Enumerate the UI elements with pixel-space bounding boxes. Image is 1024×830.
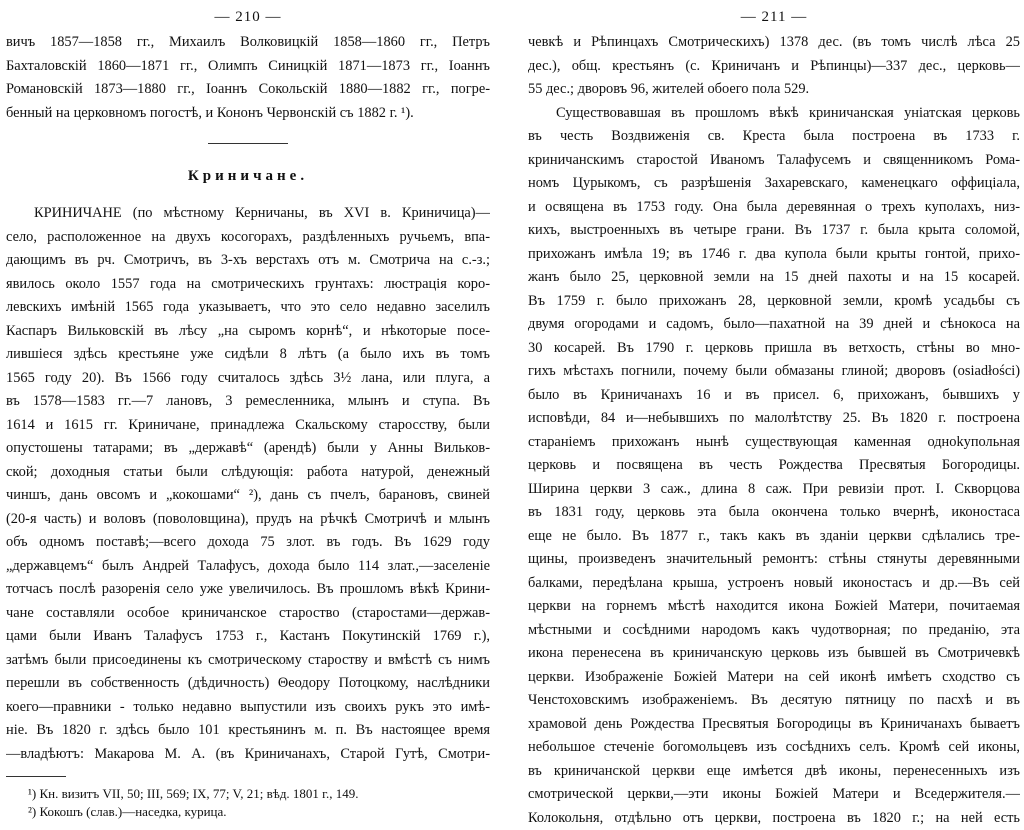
text-line: левскихъ имѣній 1565 года указываетъ, что это село недавно заселилъ [6,296,490,320]
text-line: мѣстными и сосѣдними народомъ какъ чудотворная; по преданію, эта [528,619,1020,643]
text-line: Колокольня, отдѣльно отъ церкви, построена въ 1820 г.; на ней есть [528,807,1020,830]
footnote: ¹) Кн. визитъ VII, 50; III, 569; IX, 77; V, 21; вѣд. 1801 г., 149. [6,785,490,803]
intro-paragraph [6,31,490,125]
footnotes [6,785,490,821]
text-line: Въ 1759 г. было прихожанъ 28, церковной земли, кромѣ усадьбы съ [528,290,1020,314]
text-line: двумя огородами и садомъ, было—пахатной на 39 дней и сѣнокоса на [528,313,1020,337]
text-line: опустошены татарами; въ „державѣ“ (арендѣ) были у Анны Вильков- [6,437,490,461]
footnote: ²) Кокошъ (слав.)—наседка, курица. [6,803,490,821]
text-line: вичъ 1857—1858 гг., Михаилъ Волковицкій 1858—1860 гг., Петръ [6,31,490,55]
text-line: объ одномъ поставѣ;—всего дохода 75 злот. въ годъ. Въ 1629 году [6,531,490,555]
text-line: еще не было. Въ 1877 г., такъ какъ въ зданіи церкви сдѣлались тре- [528,525,1020,549]
text-line: въ криничанской церкви еще имѣется двѣ иконы, перенесенныхъ изъ [528,760,1020,784]
text-line: 30 косарей. Въ 1790 г. церковь пришла въ ветхость, стѣны во мно- [528,337,1020,361]
text-line: 1614 и 1615 гг. Криничане, принадлежа Скальскому старосству, были [6,414,490,438]
text-line: прихожанъ имѣла 19; въ 1746 г. два купола были крыты гонтой, прихо- [528,243,1020,267]
book-gutter [508,0,520,741]
text-line: перешли въ собственность (дѣдичность) Θеодору Потоцкому, наслѣдники [6,672,490,696]
text-line: балками, передѣлана крыша, устроенъ новый иконостасъ и др.—Въ сей [528,572,1020,596]
text-line: —владѣютъ: Макарова М. А. (въ Криничанахъ, Старой Гутѣ, Смотри- [6,743,490,767]
text-line: Романовскій 1873—1880 гг., Іоаннъ Сокольскій 1880—1882 гг., погре- [6,78,490,102]
text-line: чане составляли особое криничанское староство (старостами—держав- [6,602,490,626]
text-line: Каспаръ Вильковскій въ лѣсу „на сыромъ корнѣ“, и нѣкоторые посе- [6,320,490,344]
section-divider [208,143,288,144]
text-line: было въ Криничанахъ 16 и въ присел. 6, прихожанъ, бывшихъ у [528,384,1020,408]
text-line: 1565 году 20). Въ 1566 году считалось здѣсь 3½ лана, или плуга, а [6,367,490,391]
text-line: чевкѣ и Рѣпинцахъ Смотрическихъ) 1378 дес. (въ томъ числѣ лѣса 25 [528,31,1020,55]
text-line: въ 1578—1583 гг.—7 лановъ, 3 ремесленника, млынъ и ступа. Въ [6,390,490,414]
text-line: Ченстоховскимъ изображеніемъ. Въ десятую пятницу по пасхѣ и въ [528,689,1020,713]
text-line: икона перенесена въ криничанскую церковь изъ бывшей въ Смотричевкѣ [528,642,1020,666]
text-line: жанъ было 25, церковной земли на 15 дней пахоты и на 15 косарей. [528,266,1020,290]
text-line: тотчасъ послѣ разоренія село уже увеличилось. Въ прошломъ вѣкѣ Крини- [6,578,490,602]
text-line: кихъ, выстроенныхъ въ четыре грани. Въ 1737 г. была крыта соломой, [528,219,1020,243]
text-line: церкви. Изображеніе Божіей Матери на сей иконѣ имѣетъ сходство съ [528,666,1020,690]
text-line: (20-я часть) и воловъ (поволовщина), прудъ на рѣчкѣ Смотричѣ и млынъ [6,508,490,532]
text-line: КРИНИЧАНЕ (по мѣстному Керничаны, въ XVI в. Криничица)— [6,202,490,226]
text-line: въ честь Воздвиженія св. Креста была построена въ 1733 г. [528,125,1020,149]
text-line: въ 1831 году, церковь эта была окончена только вчернѣ, иконостаса [528,501,1020,525]
text-line: чиншъ, дань овсомъ и „кокошами“ ²), дань съ пчелъ, барановъ, свиней [6,484,490,508]
body-paragraph [6,202,490,766]
text-line: „державцемъ“ былъ Андрей Талафусъ, дохода было 114 злат.,—заселеніе [6,555,490,579]
body-paragraph [528,31,1020,830]
text-line: ской; доходныя статьи были слѣдующія: работа натурой, денежный [6,461,490,485]
text-line: церковь и посвящена въ честь Рождества Пресвятыя Богородицы. [528,454,1020,478]
page-number: — 210 — [6,8,490,26]
text-line: Бахталовскій 1860—1871 гг., Олимпъ Синицкій 1871—1873 гг., Іоаннъ [6,55,490,79]
section-heading: Криничане. [6,165,490,188]
text-line: номъ Цурыкомъ, съ разрѣшенія Захаревскаго, каменецкаго оффиціала, [528,172,1020,196]
text-line: 55 дес.; дворовъ 96, жителей обоего пола 529. [528,78,1020,102]
footnote-rule [6,776,66,777]
text-line: бенный на церковномъ погостѣ, и Кононъ Червонскій съ 1882 г. ¹). [6,102,490,126]
text-line: затѣмъ были присоединены къ смотрическому староству и вмѣстѣ съ нимъ [6,649,490,673]
text-line: явилось около 1557 года на смотрическихъ грунтахъ: люстрація коро- [6,273,490,297]
text-line: село, расположенное на двухъ косогорахъ, раздѣленныхъ ручьемъ, впа- [6,226,490,250]
text-line: церкви на горнемъ мѣстѣ находится икона Божіей Матери, почитаемая [528,595,1020,619]
text-line: дес.), общ. крестьянъ (с. Криничанъ и Рѣпинцы)—337 дес., церковь— [528,55,1020,79]
page-number: — 211 — [528,8,1020,26]
text-line: смотрической церкви,—эти иконы Божіей Матери и Вседержителя.— [528,783,1020,807]
text-line: коего—правники - только недавно выпустили изъ своихъ рукъ это имѣ- [6,696,490,720]
text-line: исповѣди, 84 и—небывшихъ по малолѣтству 25. Въ 1820 г. построена [528,407,1020,431]
text-line: ніе. Въ 1820 г. здѣсь было 101 крестьянинъ м. п. Въ настоящее время [6,719,490,743]
text-line: стараніемъ прихожанъ нынѣ существующая каменная одноkупольная [528,431,1020,455]
text-line: храмовой день Рождества Пресвятыя Богородицы въ Криничанахъ бываетъ [528,713,1020,737]
text-line: криничанскимъ старостой Иваномъ Талафусемъ и священникомъ Рома- [528,149,1020,173]
text-line: дающимъ въ рч. Смотричъ, въ 3-хъ верстахъ отъ м. Смотрича на с.-з.; [6,249,490,273]
right-page [528,0,1024,741]
text-line: и освящена въ 1753 году. Она была деревянная о трехъ куполахъ, низ- [528,196,1020,220]
text-line: щины, произведенъ значительный ремонтъ: стѣны стянуты деревянными [528,548,1020,572]
text-line: Ширина церкви 3 саж., длина 8 саж. При ревизіи прот. І. Скворцова [528,478,1020,502]
text-line: лившіеся здѣсь крестьяне уже сидѣли 8 лѣтъ (а было ихъ въ томъ [6,343,490,367]
text-line: цами были Иванъ Талафусъ 1753 г., Кастанъ Покутинскій 1769 г.), [6,625,490,649]
text-line: небольшое стеченіе богомольцевъ изъ сосѣднихъ селъ. Кромѣ сей иконы, [528,736,1020,760]
text-line: гихъ мѣстахъ погнили, почему были обмазаны глиной; дворовъ (osiadłości) [528,360,1020,384]
text-line: Существовавшая въ прошломъ вѣкѣ криничанская уніатская церковь [528,102,1020,126]
left-page [0,0,500,741]
